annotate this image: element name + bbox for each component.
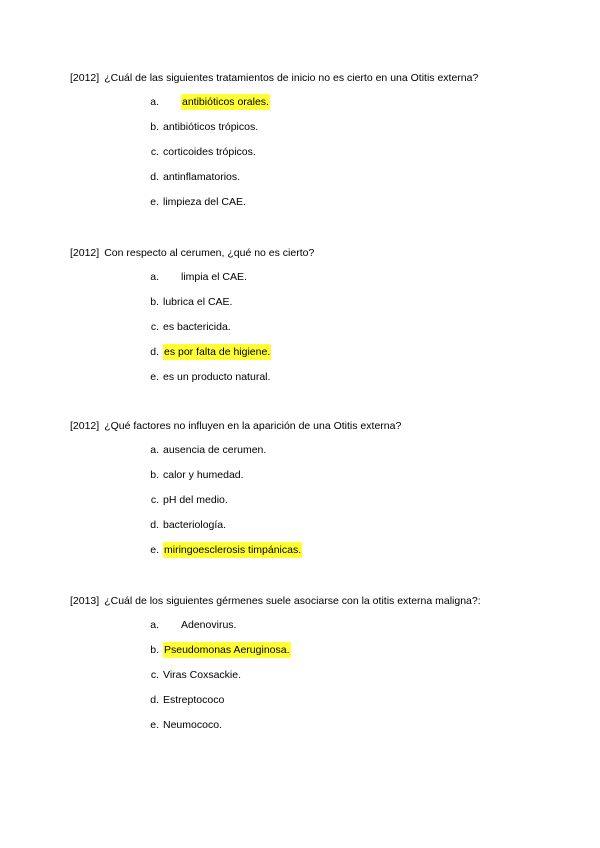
option-text-highlighted: Pseudomonas Aeruginosa.: [164, 644, 290, 656]
option-text: lubrica el CAE.: [163, 296, 233, 308]
question-year: [2013]: [70, 595, 100, 607]
option-d: [70, 169, 570, 194]
option-letter: e.: [150, 371, 159, 383]
option-letter: a.: [150, 619, 159, 631]
option-b: [70, 119, 570, 144]
option-text-highlighted: es por falta de higiene.: [164, 346, 271, 358]
option-letter: d.: [150, 694, 159, 706]
question-2: [70, 245, 570, 394]
question-3: [70, 418, 570, 567]
option-text: limpia el CAE.: [181, 271, 247, 283]
option-text: corticoides trópicos.: [163, 146, 256, 158]
option-b: [70, 642, 570, 667]
option-letter: b.: [150, 644, 159, 656]
option-a: [70, 442, 570, 467]
question-4: [70, 593, 570, 742]
question-text: [70, 70, 570, 86]
option-a: [70, 617, 570, 642]
question-statement: ¿Qué factores no influyen en la aparición de una Otitis externa?: [104, 420, 402, 432]
option-text: calor y humedad.: [163, 469, 244, 481]
option-letter: c.: [150, 494, 159, 506]
option-text: bacteriología.: [163, 519, 227, 531]
option-text: limpieza del CAE.: [163, 196, 246, 208]
option-a: [70, 94, 570, 119]
option-b: [70, 467, 570, 492]
option-letter: b.: [150, 121, 159, 133]
option-letter: a.: [150, 96, 159, 108]
option-letter: e.: [150, 719, 159, 731]
option-letter: a.: [150, 271, 159, 283]
question-text: [70, 418, 570, 434]
option-d: [70, 344, 570, 369]
option-text-highlighted: miringoesclerosis timpánicas.: [164, 544, 302, 556]
option-list: [70, 94, 570, 219]
option-letter: e.: [150, 544, 159, 556]
option-text: ausencia de cerumen.: [163, 444, 267, 456]
option-a: [70, 269, 570, 294]
option-letter: c.: [150, 146, 159, 158]
option-letter: c.: [150, 321, 159, 333]
option-c: [70, 144, 570, 169]
option-text: Estreptococo: [163, 694, 225, 706]
option-text-highlighted: antibióticos orales.: [182, 96, 269, 108]
question-text: [70, 245, 570, 261]
option-text: Adenovirus.: [181, 619, 237, 631]
option-text: antinflamatorios.: [163, 171, 241, 183]
option-text: es bactericida.: [163, 321, 231, 333]
option-letter: b.: [150, 296, 159, 308]
option-letter: c.: [150, 669, 159, 681]
question-year: [2012]: [70, 420, 100, 432]
option-text: antibióticos trópicos.: [163, 121, 259, 133]
option-b: [70, 294, 570, 319]
option-c: [70, 319, 570, 344]
option-e: [70, 369, 570, 394]
option-e: [70, 194, 570, 219]
question-1: [70, 70, 570, 219]
question-text: [70, 593, 570, 609]
option-c: [70, 667, 570, 692]
option-list: [70, 617, 570, 742]
question-statement: ¿Cuál de las siguientes tratamientos de inicio no es cierto en una Otitis externa?: [104, 72, 479, 84]
question-statement: ¿Cuál de los siguientes gérmenes suele asociarse con la otitis externa maligna?:: [104, 595, 481, 607]
option-text: Neumococo.: [163, 719, 222, 731]
option-letter: a.: [150, 444, 159, 456]
option-text: es un producto natural.: [163, 371, 271, 383]
option-letter: d.: [150, 519, 159, 531]
question-year: [2012]: [70, 247, 100, 259]
option-list: [70, 442, 570, 567]
option-e: [70, 717, 570, 742]
option-e: [70, 542, 570, 567]
option-letter: e.: [150, 196, 159, 208]
option-text: pH del medio.: [163, 494, 228, 506]
option-letter: d.: [150, 171, 159, 183]
option-d: [70, 692, 570, 717]
option-text: Viras Coxsackie.: [163, 669, 242, 681]
question-statement: Con respecto al cerumen, ¿qué no es cierto?: [104, 247, 315, 259]
option-c: [70, 492, 570, 517]
option-letter: d.: [150, 346, 159, 358]
question-year: [2012]: [70, 72, 100, 84]
option-letter: b.: [150, 469, 159, 481]
option-list: [70, 269, 570, 394]
option-d: [70, 517, 570, 542]
